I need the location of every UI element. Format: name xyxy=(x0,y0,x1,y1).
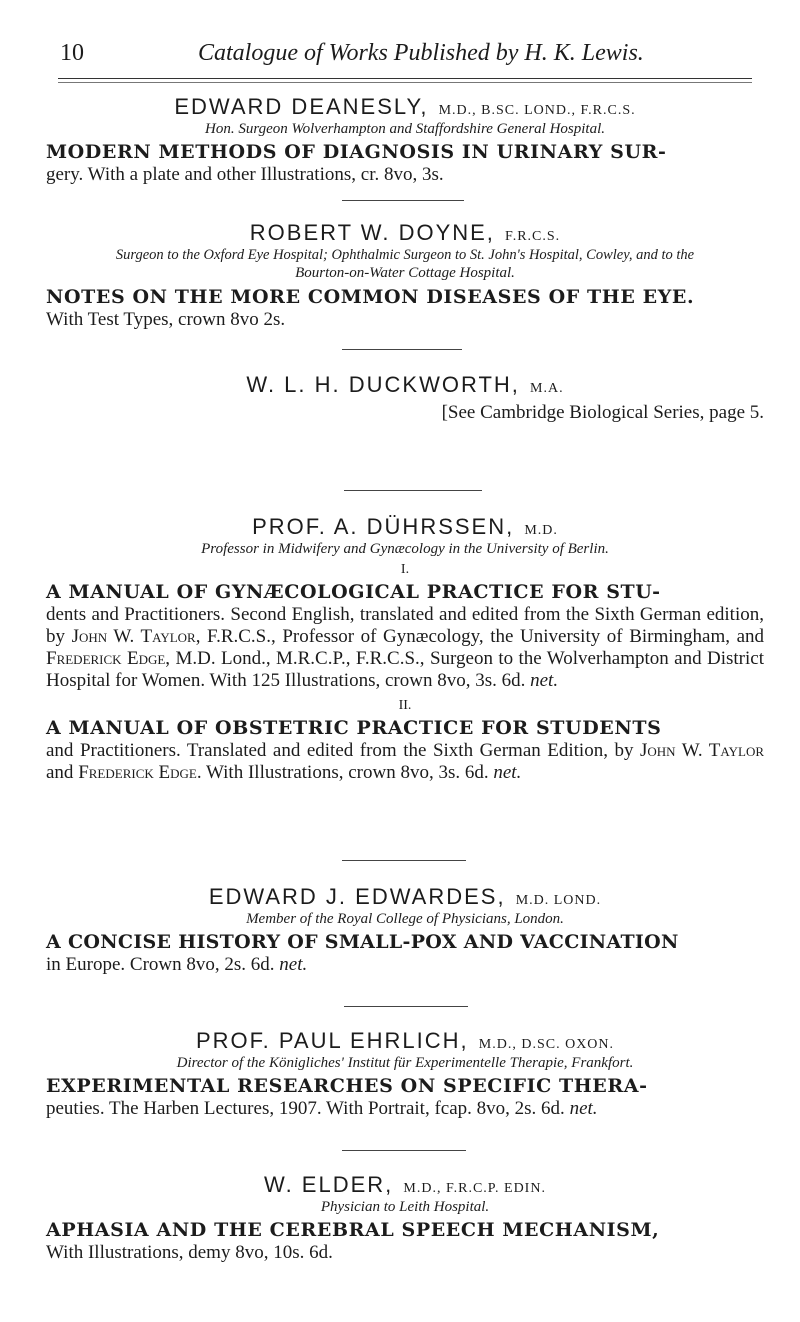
author-degrees: F.R.C.S. xyxy=(505,229,561,244)
author-affiliation: Physician to Leith Hospital. xyxy=(320,1199,490,1215)
author-name: W. L. H. DUCKWORTH, M.A. xyxy=(246,372,564,397)
net-price-marker: net. xyxy=(569,1098,598,1119)
entry-duckworth xyxy=(46,372,764,424)
work-title: EXPERIMENTAL RESEARCHES ON SPECIFIC THERA- xyxy=(46,1075,648,1097)
author-affiliation-cont: Bourton-on-Water Cottage Hospital. xyxy=(295,265,515,281)
work-description: and Practitioners. Translated and edited from the Sixth German Edition, by John W. Taylor and Frederick Edge. With Illustrations, crown 8vo, 3s. 6d. net. xyxy=(46,740,764,783)
entry-elder xyxy=(46,1172,764,1264)
work-description: gery. With a plate and other Illustrations, cr. 8vo, 3s. xyxy=(46,164,444,185)
entry-deanesly xyxy=(46,94,764,186)
section-divider xyxy=(342,349,462,350)
author-affiliation: Director of the Königliches' Institut für Experimentelle Therapie, Frankfort. xyxy=(176,1055,634,1071)
section-divider xyxy=(342,1150,466,1151)
entry-doyne xyxy=(46,220,764,331)
net-price-marker: net. xyxy=(279,954,308,975)
work-title: A CONCISE HISTORY OF SMALL-POX AND VACCINATION xyxy=(46,931,679,953)
work-description: [See Cambridge Biological Series, page 5. xyxy=(441,402,764,423)
author-degrees: M.D., F.R.C.P. EDIN. xyxy=(403,1181,546,1196)
section-divider xyxy=(342,200,464,201)
part-number: I. xyxy=(400,562,410,577)
work-description: peuties. The Harben Lectures, 1907. With Portrait, fcap. 8vo, 2s. 6d. net. xyxy=(46,1098,598,1119)
work-description: With Illustrations, demy 8vo, 10s. 6d. xyxy=(46,1242,333,1263)
running-title: Catalogue of Works Published by H. K. Lewis. xyxy=(198,40,644,66)
work-title: MODERN METHODS OF DIAGNOSIS IN URINARY SUR- xyxy=(46,141,667,163)
author-affiliation: Hon. Surgeon Wolverhampton and Staffordshire General Hospital. xyxy=(205,121,605,137)
author-name: EDWARD J. EDWARDES, M.D. LOND. xyxy=(208,884,602,909)
entry-duhrssen xyxy=(46,514,764,784)
entry-edwardes xyxy=(46,884,764,976)
author-name: PROF. PAUL EHRLICH, M.D., D.SC. OXON. xyxy=(195,1028,615,1053)
section-divider xyxy=(344,1006,468,1007)
section-divider xyxy=(344,490,482,491)
editor-name: Frederick Edge xyxy=(78,762,197,783)
header-rule xyxy=(58,78,752,79)
work-description: With Test Types, crown 8vo 2s. xyxy=(46,309,286,330)
net-price-marker: net. xyxy=(530,670,559,691)
author-name: W. ELDER, M.D., F.R.C.P. EDIN. xyxy=(264,1172,546,1197)
author-name: EDWARD DEANESLY, M.D., B.SC. LOND., F.R.C.S. xyxy=(174,94,636,119)
author-affiliation: Surgeon to the Oxford Eye Hospital; Ophthalmic Surgeon to St. John's Hospital, Cowley, and to the xyxy=(115,247,695,263)
page-number: 10 xyxy=(60,40,84,66)
work-description: in Europe. Crown 8vo, 2s. 6d. net. xyxy=(46,954,308,975)
work-title: APHASIA AND THE CEREBRAL SPEECH MECHANISM, xyxy=(46,1219,660,1241)
author-affiliation: Professor in Midwifery and Gynæcology in the University of Berlin. xyxy=(201,541,609,557)
author-degrees: M.A. xyxy=(530,381,564,396)
editor-name: John W. Taylor xyxy=(71,626,196,647)
part-number: II. xyxy=(398,698,412,713)
author-affiliation: Member of the Royal College of Physicians, London. xyxy=(246,911,564,927)
author-name: ROBERT W. DOYNE, F.R.C.S. xyxy=(249,220,561,245)
header-rule-thin xyxy=(58,82,752,83)
entry-ehrlich xyxy=(46,1028,764,1120)
net-price-marker: net. xyxy=(493,762,522,783)
work-title: A MANUAL OF OBSTETRIC PRACTICE FOR STUDENTS xyxy=(46,717,662,739)
author-degrees: M.D. xyxy=(524,523,558,538)
work-title: A MANUAL OF GYNÆCOLOGICAL PRACTICE FOR STU- xyxy=(46,581,661,603)
editor-name: Frederick Edge xyxy=(46,648,166,669)
running-head xyxy=(38,40,762,80)
section-divider xyxy=(342,860,466,861)
editor-name: John W. Taylor xyxy=(639,740,764,761)
author-degrees: M.D. LOND. xyxy=(515,893,602,908)
author-degrees: M.D., B.SC. LOND., F.R.C.S. xyxy=(438,103,636,118)
author-degrees: M.D., D.SC. OXON. xyxy=(478,1037,615,1052)
work-description: dents and Practitioners. Second English, translated and edited from the Sixth German edition, by John W. Taylor, F.R.C.S., Professor of Gynæcology, the University of Birmingham, and Frederick Edge, M.D. Lond., M.R.C.P., F.R.C.S., Surgeon to the Wolverhampton and District Hospital for Women. With 125 Illustrations, crown 8vo, 3s. 6d. net. xyxy=(46,604,764,691)
author-name: PROF. A. DÜHRSSEN, M.D. xyxy=(252,514,558,539)
work-title: NOTES ON THE MORE COMMON DISEASES OF THE EYE. xyxy=(46,286,695,308)
